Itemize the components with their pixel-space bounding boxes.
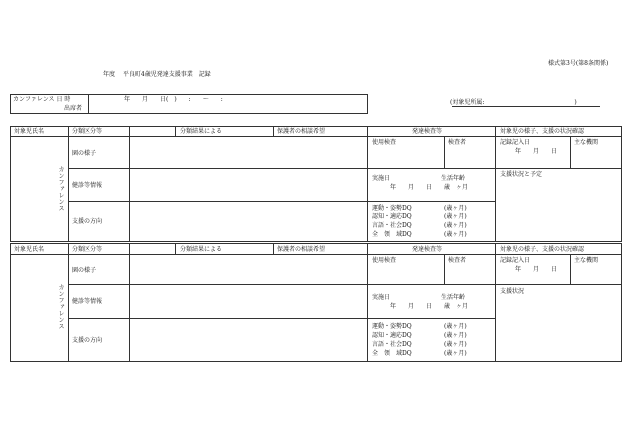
section-2-col-line	[68, 243, 69, 362]
section-2-col-line	[273, 243, 274, 254]
score-label: 言語・社会DQ	[372, 341, 412, 348]
section-1-col-line	[495, 126, 496, 242]
exec-date-value[interactable]: 年 月 日 歳 ヶ月	[390, 303, 469, 310]
record-date-label: 記録記入日	[500, 139, 531, 146]
header-guardian-request: 保護者の相談希望	[277, 246, 326, 253]
examiner-label: 検査者	[448, 257, 467, 264]
record-date-value[interactable]: 年 月 日	[515, 148, 558, 155]
test-used-label: 使用検査	[372, 139, 397, 146]
exec-date-label: 実施日	[372, 175, 391, 182]
section-1-col-line	[68, 126, 69, 242]
header-child-name: 対象児氏名	[14, 246, 45, 253]
exec-date-value[interactable]: 年 月 日 歳 ヶ月	[390, 184, 469, 191]
header-child-name: 対象児氏名	[14, 128, 45, 135]
score-label: 全 領 域DQ	[372, 350, 412, 357]
section-1-col-line	[367, 126, 368, 242]
row-nursery-status: 園の様子	[72, 267, 97, 274]
nursery-field[interactable]: (対象児所属: )	[450, 99, 577, 106]
header-child-status: 対象児の様子、支援の状況確認	[500, 246, 585, 253]
row-checkup-info: 健診等情報	[72, 182, 103, 189]
nursery-underline	[452, 106, 600, 107]
section-2-row-line	[68, 318, 495, 319]
score-label: 全 領 域DQ	[372, 231, 412, 238]
score-value[interactable]: (歳ヶ月)	[444, 332, 467, 339]
support-plan-label: 支援状況	[500, 288, 525, 295]
score-value[interactable]: (歳ヶ月)	[444, 350, 467, 357]
conference-datetime-value[interactable]: 年 月 日( ) : 〜 :	[124, 96, 223, 103]
conference-datetime-label: カンファレンス 日 時	[13, 96, 71, 103]
score-value[interactable]: (歳ヶ月)	[444, 323, 467, 330]
section-2-col-line	[570, 254, 571, 284]
header-dev-test: 発達検査等	[412, 246, 443, 253]
header-child-status: 対象児の様子、支援の状況確認	[500, 128, 585, 135]
score-label: 運動・姿勢DQ	[372, 323, 412, 330]
row-checkup-info: 健診等情報	[72, 298, 103, 305]
age-label: 生活年齢	[441, 175, 466, 182]
header-classification: 分類結果による	[180, 246, 223, 253]
section-2-header-line	[10, 254, 622, 255]
row-support-direction: 支援の方向	[72, 218, 103, 225]
header-category: 分類区分等	[72, 128, 103, 135]
age-label: 生活年齢	[441, 294, 466, 301]
header-category: 分類区分等	[72, 246, 103, 253]
main-agency-label: 主な機関	[574, 139, 599, 146]
header-classification: 分類結果による	[180, 128, 223, 135]
score-value[interactable]: (歳ヶ月)	[444, 205, 467, 212]
header-guardian-request: 保護者の相談希望	[277, 128, 326, 135]
section-1-row-line	[68, 168, 622, 169]
section-1-col-line	[273, 126, 274, 136]
record-date-value[interactable]: 年 月 日	[515, 266, 558, 273]
score-label: 認知・適応DQ	[372, 213, 412, 220]
score-value[interactable]: (歳ヶ月)	[444, 231, 467, 238]
score-label: 認知・適応DQ	[372, 332, 412, 339]
score-label: 運動・姿勢DQ	[372, 205, 412, 212]
section-1-col-line	[444, 136, 445, 168]
section-1-header-line	[10, 136, 622, 137]
section-2-col-line	[495, 243, 496, 362]
form-number: 様式第3号(第8条関係)	[548, 60, 609, 67]
section-1-col-line	[570, 136, 571, 168]
score-value[interactable]: (歳ヶ月)	[444, 222, 467, 229]
section-2-row-line	[68, 284, 622, 285]
test-used-label: 使用検査	[372, 257, 397, 264]
main-agency-label: 主な機関	[574, 257, 599, 264]
document-title: 年度 平良町4歳児発達支援事業 記録	[103, 71, 211, 78]
section-2-col-line	[444, 254, 445, 284]
score-value[interactable]: (歳ヶ月)	[444, 341, 467, 348]
support-plan-label: 支援状況と予定	[500, 171, 543, 178]
section-2-col-line	[129, 243, 130, 362]
examiner-label: 検査者	[448, 139, 467, 146]
conference-vertical-label: カンファレンス	[57, 284, 64, 330]
exec-date-label: 実施日	[372, 294, 391, 301]
conference-attendees-label: 出席者	[64, 105, 83, 112]
section-2-col-line	[367, 243, 368, 362]
section-1-row-line	[68, 201, 495, 202]
conference-vertical-label: カンファレンス	[57, 166, 64, 212]
record-date-label: 記録記入日	[500, 257, 531, 264]
conference-divider	[88, 94, 89, 114]
header-dev-test: 発達検査等	[412, 128, 443, 135]
row-nursery-status: 園の様子	[72, 150, 97, 157]
section-1-col-line	[175, 126, 176, 136]
score-label: 言語・社会DQ	[372, 222, 412, 229]
section-2-col-line	[175, 243, 176, 254]
row-support-direction: 支援の方向	[72, 337, 103, 344]
section-1-col-line	[129, 126, 130, 242]
score-value[interactable]: (歳ヶ月)	[444, 213, 467, 220]
